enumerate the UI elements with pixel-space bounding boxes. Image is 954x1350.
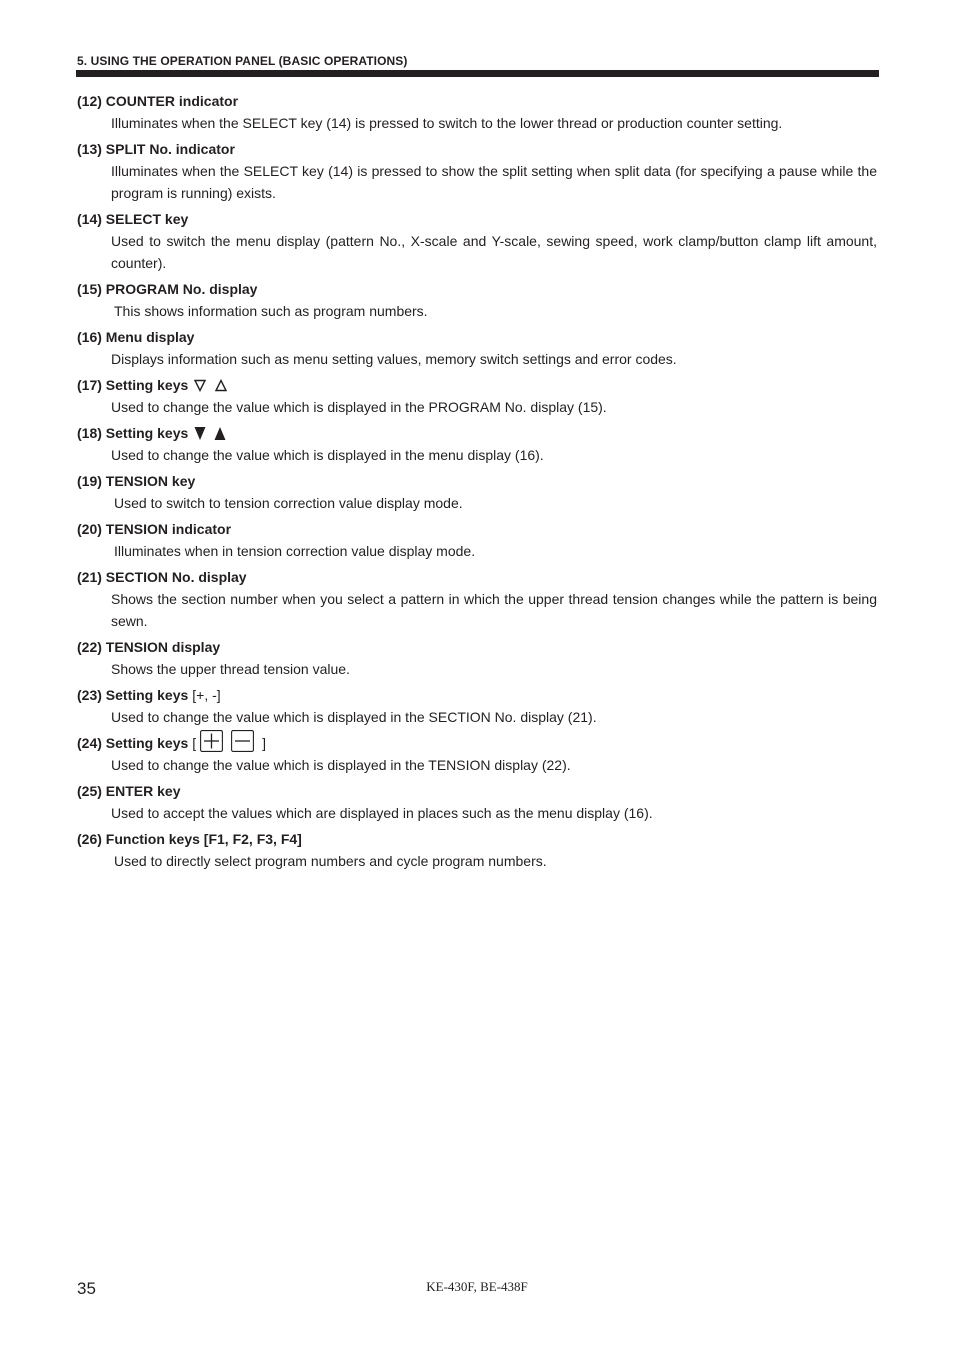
up-triangle-filled-icon (214, 426, 226, 441)
list-item (77, 733, 877, 776)
item-description: Shows the section number when you select a pattern in which the upper thread tension changes while the pattern is being sewn. (111, 591, 877, 629)
item-description: Displays information such as menu setting values, memory switch settings and error codes. (111, 351, 677, 367)
item-heading: (14) SELECT key (77, 211, 189, 227)
item-description: This shows information such as program numbers. (114, 303, 428, 319)
item-description: Shows the upper thread tension value. (111, 661, 350, 677)
list-item (77, 327, 877, 370)
item-heading: (21) SECTION No. display (77, 569, 247, 585)
item-heading: (12) COUNTER indicator (77, 93, 239, 109)
item-description: Illuminates when the SELECT key (14) is pressed to switch to the lower thread or production counter setting. (111, 115, 783, 131)
list-item (77, 139, 877, 204)
item-heading: (24) Setting keys (77, 735, 189, 751)
item-heading: (16) Menu display (77, 329, 195, 345)
list-item (77, 519, 877, 562)
item-heading: (17) Setting keys (77, 377, 189, 393)
list-item (77, 781, 877, 824)
list-item (77, 423, 877, 466)
item-heading-row (77, 375, 877, 396)
up-triangle-outline-icon (215, 379, 227, 392)
header-rule (76, 70, 879, 77)
item-description: Used to switch to tension correction value display mode. (114, 495, 463, 511)
item-heading: (25) ENTER key (77, 783, 181, 799)
list-item (77, 567, 877, 632)
item-heading: (23) Setting keys (77, 687, 189, 703)
item-heading-row (77, 733, 877, 754)
item-description: Used to change the value which is displayed in the SECTION No. display (21). (111, 709, 597, 725)
item-heading: (18) Setting keys (77, 425, 189, 441)
close-bracket: ] (262, 735, 267, 751)
section-title: 5. USING THE OPERATION PANEL (BASIC OPERATIONS) (77, 54, 408, 68)
item-description: Illuminates when in tension correction value display mode. (114, 543, 476, 559)
open-bracket: [ (192, 735, 197, 751)
list-item (77, 209, 877, 274)
list-item (77, 685, 877, 728)
list-item (77, 279, 877, 322)
list-item (77, 637, 877, 680)
item-heading: (22) TENSION display (77, 639, 221, 655)
item-heading-row (77, 423, 877, 444)
item-description: Used to change the value which is displayed in the TENSION display (22). (111, 757, 571, 773)
down-triangle-filled-icon (194, 426, 206, 441)
item-list (77, 91, 877, 877)
item-heading: (19) TENSION key (77, 473, 196, 489)
item-description: Used to directly select program numbers and cycle program numbers. (114, 853, 547, 869)
item-description: Used to change the value which is displayed in the menu display (16). (111, 447, 544, 463)
down-triangle-outline-icon (194, 379, 206, 392)
item-heading: (26) Function keys [F1, F2, F3, F4] (77, 831, 302, 847)
list-item (77, 829, 877, 872)
list-item (77, 375, 877, 418)
item-heading: (15) PROGRAM No. display (77, 281, 258, 297)
item-description: Used to switch the menu display (pattern No., X-scale and Y-scale, sewing speed, work clamp/button clamp lift amount, counter). (111, 233, 877, 271)
item-description: Used to change the value which is displayed in the PROGRAM No. display (15). (111, 399, 607, 415)
item-heading-row (77, 685, 877, 706)
item-heading: (13) SPLIT No. indicator (77, 141, 235, 157)
page-number: 35 (77, 1279, 96, 1298)
list-item (77, 471, 877, 514)
item-heading: (20) TENSION indicator (77, 521, 232, 537)
item-description: Used to accept the values which are displayed in places such as the menu display (16). (111, 805, 653, 821)
key-list: [+, -] (192, 687, 221, 703)
list-item (77, 91, 877, 134)
model-name: KE-430F, BE-438F (426, 1279, 528, 1294)
item-description: Illuminates when the SELECT key (14) is pressed to show the split setting when split data (for specifying a pause while the program is running) exists. (111, 163, 877, 201)
